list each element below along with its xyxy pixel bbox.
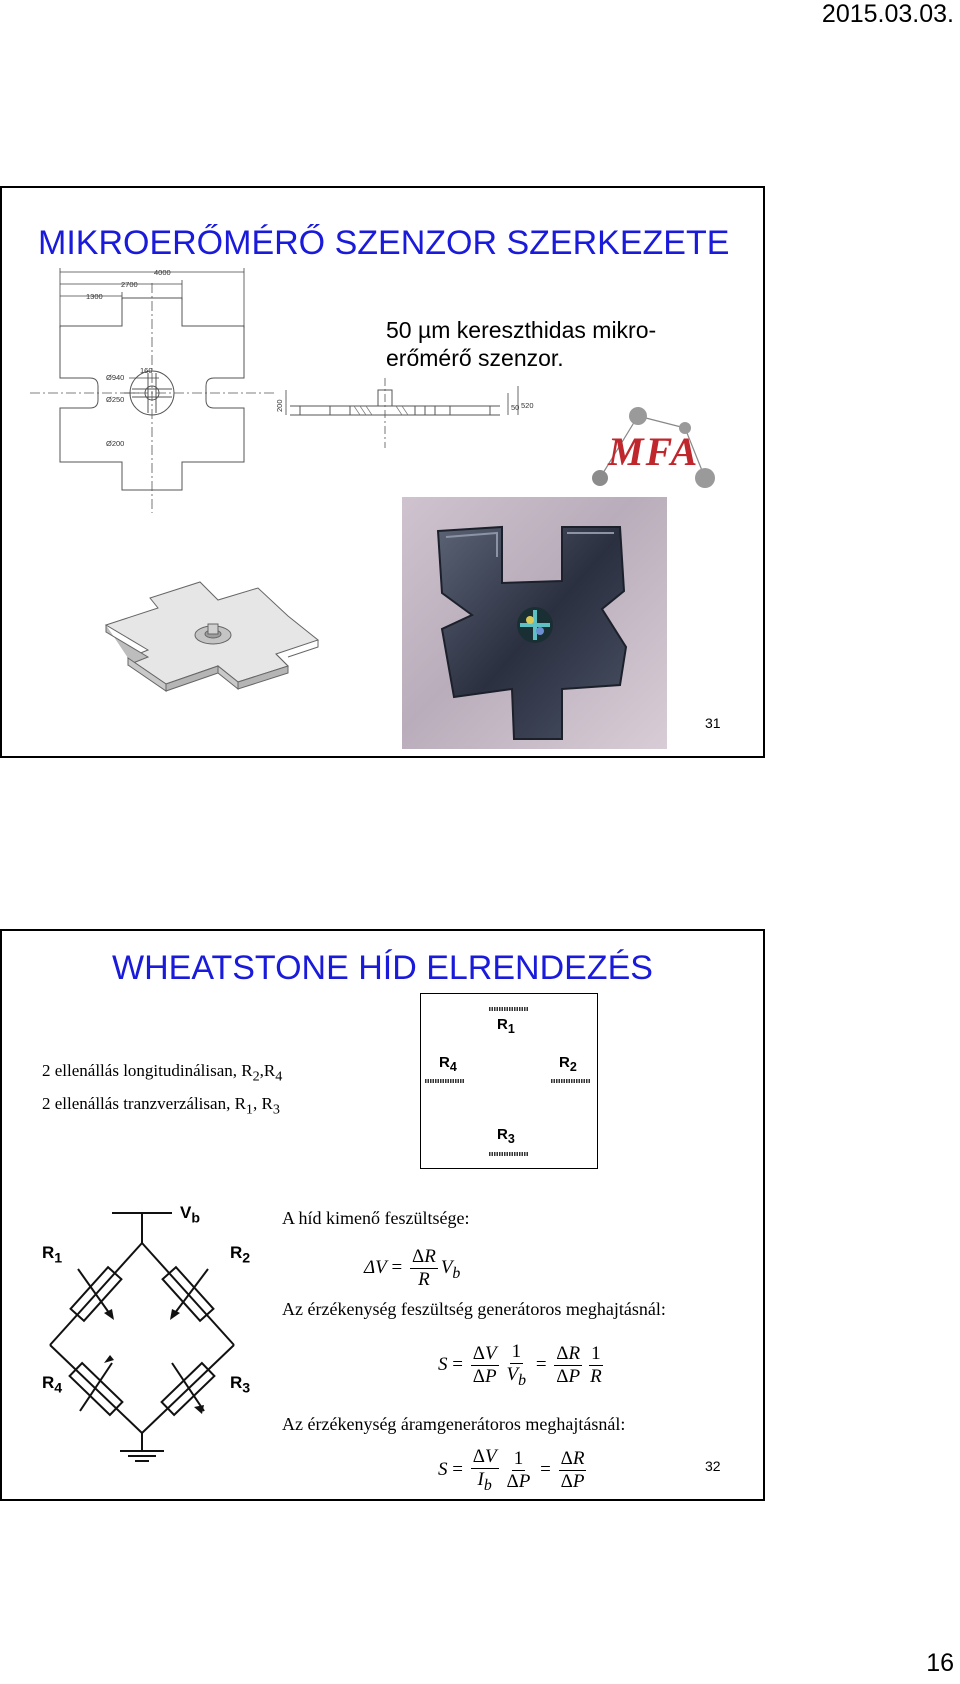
mfa-logo-text: MFA [608,429,700,474]
sensor-side-view-drawing [275,378,540,448]
description-line-2: 2 ellenállás tranzverzálisan, $R_1$, $R_3$ [42,1094,280,1118]
layout-label-r4: $R_4$ [439,1054,457,1074]
formula-sensitivity-current: S = $\frac{\Delta V}{I_b}$ $\frac{1}{\Delta P}$ = $\frac{\Delta R}{\Delta P}$ [438,1446,585,1494]
mfa-logo [590,406,720,491]
sensor-top-view-drawing [24,268,284,528]
slide-title: MIKROERŐMÉRŐ SZENZOR SZERKEZETE [38,224,730,262]
circuit-label-vb: $V_b$ [180,1203,200,1227]
heading-current-sensitivity: Az érzékenység áramgenerátoros meghajtásnál: [282,1414,626,1434]
wheatstone-circuit [22,1203,262,1463]
layout-label-r3: $R_3$ [497,1126,515,1146]
dim-1300: 1300 [86,292,103,301]
dim-520: 520 [521,401,534,410]
dim-4000: 4000 [154,268,171,277]
slide-31 [0,186,765,758]
formula-sensitivity-voltage: S = $\frac{\Delta V}{\Delta P}$ $\frac{1}{V_b}$ = $\frac{\Delta R}{\Delta P}$ $\frac{1}{R}$ [438,1341,602,1389]
dim-50: 50 [511,403,520,412]
description-line-1: 2 ellenállás longitudinálisan, $R_2,R_4$ [42,1061,283,1085]
slide-number: 32 [705,1458,721,1474]
circuit-label-r2: $R_2$ [230,1243,251,1267]
caption-line-2: erőmérő szenzor. [386,345,564,371]
layout-label-r1: $R_1$ [497,1016,515,1036]
slide-number: 31 [705,715,721,731]
dim-200-diameter: Ø200 [106,439,125,448]
dim-160: 160 [140,366,153,375]
resistor-description [42,1057,282,1124]
bridge-schematic [22,1203,262,1463]
slide-title: WHEATSTONE HÍD ELRENDEZÉS [112,949,653,987]
sensor-photo-chip [402,497,667,749]
circuit-label-r3: $R_3$ [230,1373,251,1397]
circuit-label-r1: $R_1$ [42,1243,63,1267]
layout-label-r2: $R_2$ [559,1054,577,1074]
heading-output-voltage: A híd kimenő feszültsége: [282,1208,470,1228]
slide-32 [0,929,765,1501]
sensor-3d-rendering [88,580,328,710]
circuit-label-r4: $R_4$ [42,1373,63,1397]
heading-voltage-sensitivity: Az érzékenység feszültség generátoros meghajtásnál: [282,1299,666,1319]
formula-delta-v: ΔV = $\frac{\Delta R}{R}$ $V_b$ [364,1246,461,1290]
dim-200: 200 [275,399,284,412]
dim-2700: 2700 [121,280,138,289]
resistor-layout-diagram [420,993,598,1169]
dim-940: Ø940 [106,373,125,382]
document-date: 2015.03.03. [821,0,954,28]
dim-250: Ø250 [106,395,125,404]
sensor-caption [386,316,656,372]
caption-line-1: 50 µm kereszthidas mikro- [386,317,657,343]
sensor-photo [402,497,667,749]
page-number: 16 [926,1649,954,1677]
